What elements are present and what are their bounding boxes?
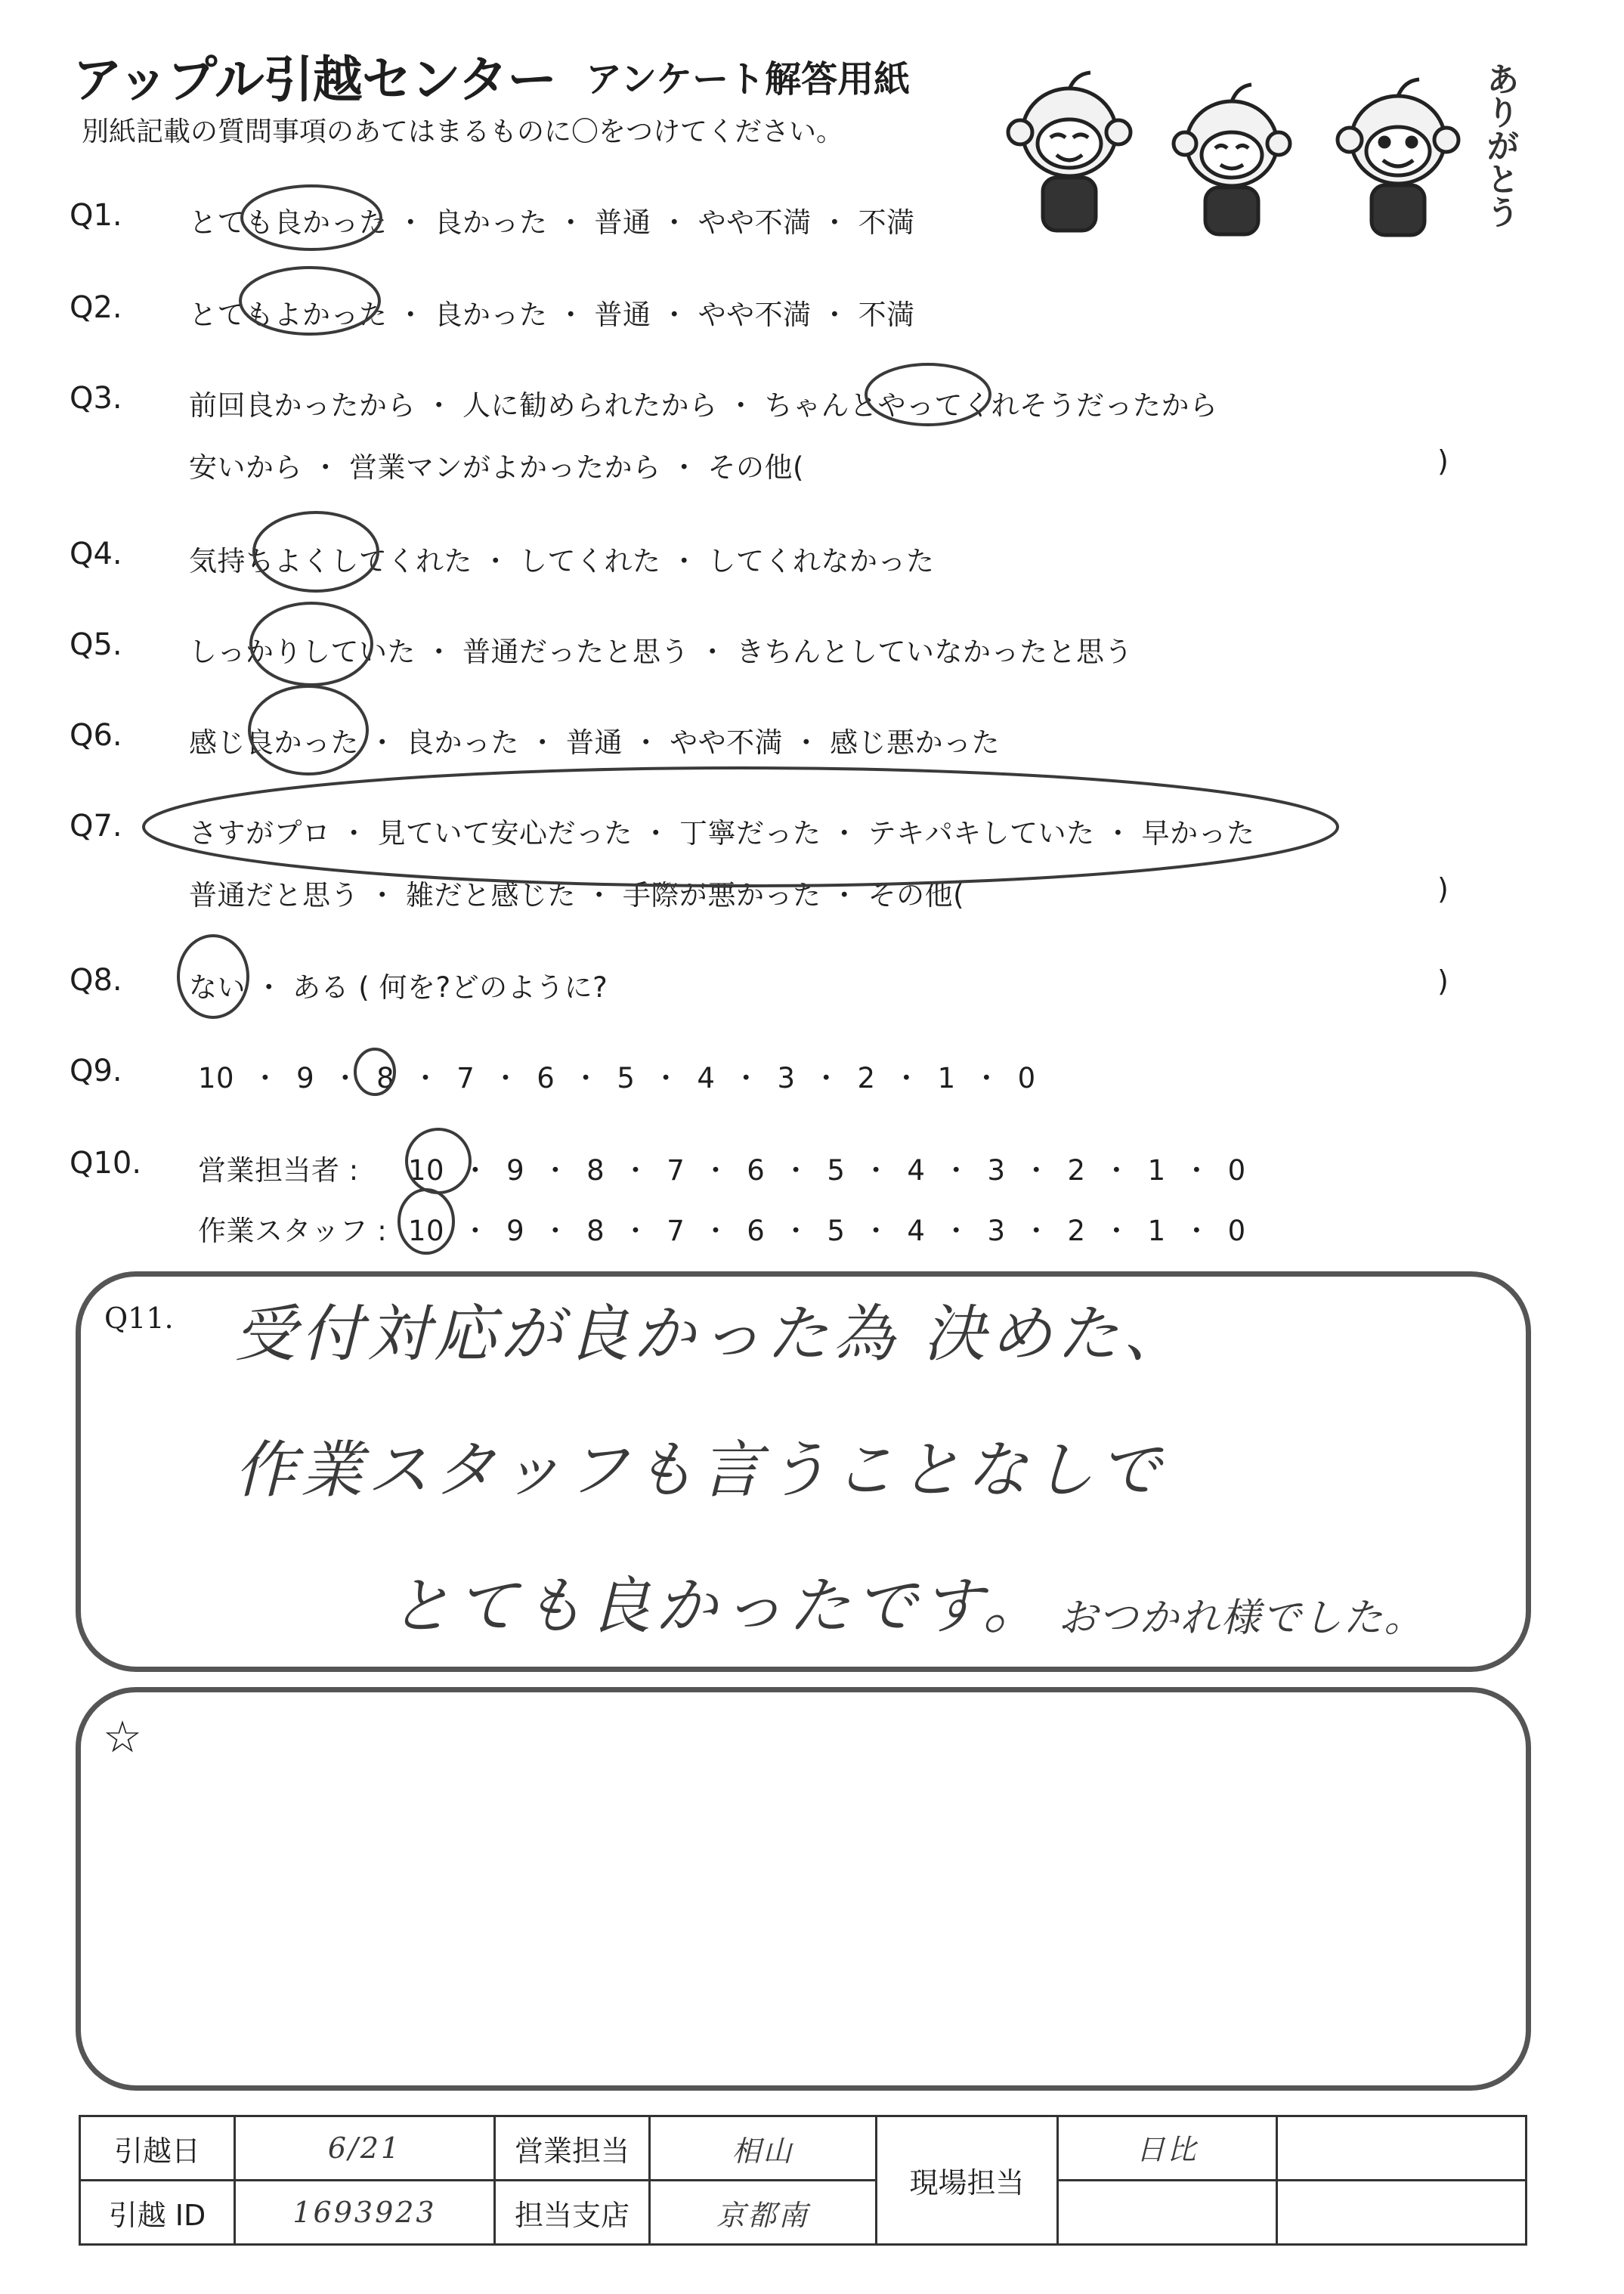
q5-selected-circle [251,603,372,685]
star-icon: ☆ [103,1711,142,1763]
q11-answer-line2: 作業スタッフも言うことなしで [234,1435,1165,1506]
q11-answer-line3: とても良かったです。 [389,1571,1050,1642]
mascot-thanks-text: ありがとう [1480,62,1519,228]
q3-selected-circle [866,364,990,425]
q11-label: Q11. [104,1302,174,1335]
site-rep-label: 現場担当 [877,2116,1058,2245]
q10-staff-scale: 10 ・ 9 ・ 8 ・ 7 ・ 6 ・ 5 ・ 4 ・ 3 ・ 2 ・ 1 ・ 0 [408,1215,1246,1247]
q2-selected-circle [240,268,379,334]
q1-options: とても良かった ・ 良かった ・ 普通 ・ やや不満 ・ 不満 [189,206,915,239]
branch-label: 担当支店 [495,2181,650,2245]
move-id-value: 1693923 [235,2181,495,2245]
sales-rep-label: 営業担当 [495,2116,650,2181]
q10-staff-label: 作業スタッフ : [198,1215,388,1247]
q3-options-line1: 前回良かったから ・ 人に勧められたから ・ ちゃんとやってくれそうだったから [189,389,1218,422]
q7-label: Q7. [70,809,122,844]
form-title: アップル引越センター [73,51,557,109]
q7-options-line2: 普通だと思う ・ 雑だと感じた ・ 手際が悪かった ・ その他( [189,879,965,912]
q8-selected-circle [178,936,248,1017]
q10-label: Q10. [70,1146,142,1181]
sales-rep-value: 相山 [650,2116,877,2181]
q2-options: とてもよかった ・ 良かった ・ 普通 ・ やや不満 ・ 不満 [189,299,915,331]
q9-selected-circle [355,1049,394,1094]
form-subtitle: アンケート解答用紙 [586,58,911,101]
q9-scale: 10 ・ 9 ・ 8 ・ 7 ・ 6 ・ 5 ・ 4 ・ 3 ・ 2 ・ 1 ・ 0 [198,1062,1036,1094]
q7-paren-close: ) [1437,872,1449,906]
q9-label: Q9. [70,1054,122,1088]
q5-label: Q5. [70,627,122,662]
q8-paren-close: ) [1437,964,1449,998]
q7-selected-circle [144,768,1338,886]
site-rep-value: 日比 [1058,2116,1277,2181]
q8-label: Q8. [70,963,122,998]
q3-paren-close: ) [1437,444,1449,478]
q11-answer-line1: 受付対応が良かった為 決めた、 [234,1299,1190,1370]
move-id-label: 引越 ID [80,2181,235,2245]
q6-selected-circle [249,686,367,774]
q6-label: Q6. [70,718,122,753]
q5-options: しっかりしていた ・ 普通だったと思う ・ きちんとしていなかったと思う [189,636,1134,668]
q10-sales-selected-circle [407,1129,470,1193]
branch-value: 京都南 [650,2181,877,2245]
instruction-text: 別紙記載の質問事項のあてはまるものに〇をつけてください。 [82,116,844,147]
move-date-value: 6/21 [235,2116,495,2181]
q7-options-line1: さすがプロ ・ 見ていて安心だった ・ 丁寧だった ・ テキパキしていた ・ 早かった [189,817,1255,850]
q8-options: ない ・ ある ( 何を?どのように? [189,971,608,1004]
q10-staff-selected-circle [399,1190,453,1253]
q2-label: Q2. [70,290,122,325]
q6-options: 感じ良かった ・ 良かった ・ 普通 ・ やや不満 ・ 感じ悪かった [189,726,1001,759]
q3-label: Q3. [70,381,122,416]
q4-options: 気持ちよくしてくれた ・ してくれた ・ してくれなかった [189,545,935,577]
q4-selected-circle [254,512,378,591]
q1-selected-circle [242,186,381,249]
q4-label: Q4. [70,537,122,571]
q3-options-line2: 安いから ・ 営業マンがよかったから ・ その他( [189,451,804,484]
move-date-label: 引越日 [80,2116,235,2181]
q10-sales-scale: 10 ・ 9 ・ 8 ・ 7 ・ 6 ・ 5 ・ 4 ・ 3 ・ 2 ・ 1 ・ 0 [408,1154,1246,1187]
q11-answer-line3b: おつかれ様でした。 [1058,1596,1425,1641]
q10-sales-label: 営業担当者 : [198,1154,359,1187]
q1-label: Q1. [70,198,122,233]
